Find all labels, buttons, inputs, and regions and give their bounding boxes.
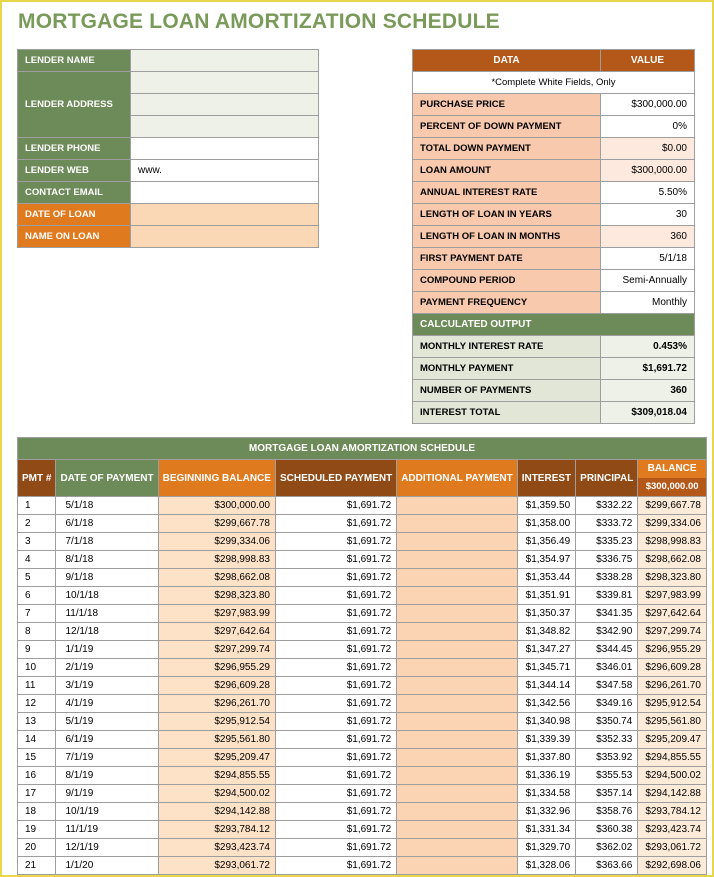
additional-payment-field[interactable] bbox=[397, 767, 518, 785]
interest-amount: $1,351.91 bbox=[517, 587, 575, 605]
data-column-header: DATA bbox=[413, 50, 601, 72]
additional-payment-field[interactable] bbox=[397, 533, 518, 551]
additional-payment-field[interactable] bbox=[397, 587, 518, 605]
pmt-number: 13 bbox=[18, 713, 56, 731]
pmt-number: 11 bbox=[18, 677, 56, 695]
output-row bbox=[413, 380, 695, 402]
data-value[interactable]: Monthly bbox=[601, 292, 695, 314]
lender-address-label: LENDER ADDRESS bbox=[18, 72, 131, 138]
table-row bbox=[18, 641, 707, 659]
lender-info-table bbox=[17, 49, 319, 248]
ending-balance: $294,855.55 bbox=[638, 749, 707, 767]
ending-balance: $298,323.80 bbox=[638, 569, 707, 587]
beginning-balance: $297,642.64 bbox=[158, 623, 275, 641]
data-label: TOTAL DOWN PAYMENT bbox=[413, 138, 601, 160]
table-row bbox=[18, 623, 707, 641]
interest-amount: $1,328.06 bbox=[517, 857, 575, 875]
payment-date: 6/1/18 bbox=[56, 515, 158, 533]
table-row bbox=[18, 785, 707, 803]
ending-balance: $296,261.70 bbox=[638, 677, 707, 695]
pmt-number: 12 bbox=[18, 695, 56, 713]
additional-payment-field[interactable] bbox=[397, 749, 518, 767]
name-on-loan-label: NAME ON LOAN bbox=[18, 226, 131, 248]
data-value[interactable]: 0% bbox=[601, 116, 695, 138]
scheduled-payment: $1,691.72 bbox=[275, 569, 396, 587]
ending-balance: $294,142.88 bbox=[638, 785, 707, 803]
table-row bbox=[18, 515, 707, 533]
table-row bbox=[18, 857, 707, 875]
interest-amount: $1,347.27 bbox=[517, 641, 575, 659]
data-row bbox=[413, 226, 695, 248]
beginning-balance: $300,000.00 bbox=[158, 497, 275, 515]
principal-amount: $357.14 bbox=[576, 785, 638, 803]
interest-amount: $1,331.34 bbox=[517, 821, 575, 839]
interest-amount: $1,336.19 bbox=[517, 767, 575, 785]
interest-amount: $1,344.14 bbox=[517, 677, 575, 695]
principal-amount: $342.90 bbox=[576, 623, 638, 641]
output-label: MONTHLY INTEREST RATE bbox=[413, 336, 601, 358]
lender-phone-label: LENDER PHONE bbox=[18, 138, 131, 160]
lender-address-field-2[interactable] bbox=[131, 94, 319, 116]
scheduled-payment: $1,691.72 bbox=[275, 821, 396, 839]
output-value: 0.453% bbox=[601, 336, 695, 358]
ending-balance: $299,667.78 bbox=[638, 497, 707, 515]
data-row bbox=[413, 248, 695, 270]
additional-payment-field[interactable] bbox=[397, 731, 518, 749]
ending-balance: $298,662.08 bbox=[638, 551, 707, 569]
table-row bbox=[18, 767, 707, 785]
payment-date: 5/1/18 bbox=[56, 497, 158, 515]
interest-amount: $1,354.97 bbox=[517, 551, 575, 569]
principal-amount: $350.74 bbox=[576, 713, 638, 731]
principal-amount: $333.72 bbox=[576, 515, 638, 533]
pmt-number: 14 bbox=[18, 731, 56, 749]
additional-payment-field[interactable] bbox=[397, 821, 518, 839]
data-label: LOAN AMOUNT bbox=[413, 160, 601, 182]
pmt-number: 3 bbox=[18, 533, 56, 551]
payment-date: 2/1/19 bbox=[56, 659, 158, 677]
output-row bbox=[413, 402, 695, 424]
principal-amount: $353.92 bbox=[576, 749, 638, 767]
interest-amount: $1,353.44 bbox=[517, 569, 575, 587]
additional-payment-field[interactable] bbox=[397, 623, 518, 641]
pmt-number: 7 bbox=[18, 605, 56, 623]
beginning-balance: $295,561.80 bbox=[158, 731, 275, 749]
scheduled-payment: $1,691.72 bbox=[275, 515, 396, 533]
ending-balance: $296,609.28 bbox=[638, 659, 707, 677]
schedule-caption: MORTGAGE LOAN AMORTIZATION SCHEDULE bbox=[18, 438, 707, 460]
payment-date: 12/1/18 bbox=[56, 623, 158, 641]
beginning-balance: $297,299.74 bbox=[158, 641, 275, 659]
beginning-balance: $297,983.99 bbox=[158, 605, 275, 623]
pmt-number: 9 bbox=[18, 641, 56, 659]
lender-address-field-3[interactable] bbox=[131, 116, 319, 138]
output-label: NUMBER OF PAYMENTS bbox=[413, 380, 601, 402]
beginning-balance: $298,323.80 bbox=[158, 587, 275, 605]
ending-balance: $296,955.29 bbox=[638, 641, 707, 659]
output-row bbox=[413, 336, 695, 358]
principal-amount: $360.38 bbox=[576, 821, 638, 839]
data-value[interactable]: 30 bbox=[601, 204, 695, 226]
output-label: MONTHLY PAYMENT bbox=[413, 358, 601, 380]
payment-date: 4/1/19 bbox=[56, 695, 158, 713]
data-row bbox=[413, 292, 695, 314]
data-value[interactable]: 5/1/18 bbox=[601, 248, 695, 270]
data-value: $0.00 bbox=[601, 138, 695, 160]
ending-balance: $297,642.64 bbox=[638, 605, 707, 623]
data-label: PAYMENT FREQUENCY bbox=[413, 292, 601, 314]
beginning-balance: $294,855.55 bbox=[158, 767, 275, 785]
additional-payment-field[interactable] bbox=[397, 857, 518, 875]
lender-name-field[interactable] bbox=[131, 50, 319, 72]
scheduled-payment: $1,691.72 bbox=[275, 785, 396, 803]
lender-web-label: LENDER WEB bbox=[18, 160, 131, 182]
scheduled-payment: $1,691.72 bbox=[275, 623, 396, 641]
additional-payment-field[interactable] bbox=[397, 803, 518, 821]
beginning-balance: $298,998.83 bbox=[158, 551, 275, 569]
additional-payment-field[interactable] bbox=[397, 641, 518, 659]
pmt-number: 2 bbox=[18, 515, 56, 533]
balance-header bbox=[638, 460, 707, 497]
page-title: MORTGAGE LOAN AMORTIZATION SCHEDULE bbox=[18, 10, 500, 33]
pmt-number: 10 bbox=[18, 659, 56, 677]
table-row bbox=[18, 695, 707, 713]
data-row bbox=[413, 182, 695, 204]
additional-payment-field[interactable] bbox=[397, 605, 518, 623]
scheduled-payment: $1,691.72 bbox=[275, 857, 396, 875]
payment-date: 12/1/19 bbox=[56, 839, 158, 857]
additional-payment-field[interactable] bbox=[397, 695, 518, 713]
principal-amount: $335.23 bbox=[576, 533, 638, 551]
beginning-balance: $294,142.88 bbox=[158, 803, 275, 821]
payment-date: 5/1/19 bbox=[56, 713, 158, 731]
beginning-balance: $295,912.54 bbox=[158, 713, 275, 731]
payment-date: 1/1/20 bbox=[56, 857, 158, 875]
payment-date: 1/1/19 bbox=[56, 641, 158, 659]
contact-email-field[interactable] bbox=[131, 182, 319, 204]
principal-amount: $339.81 bbox=[576, 587, 638, 605]
principal-amount: $363.66 bbox=[576, 857, 638, 875]
lender-web-field[interactable]: www. bbox=[131, 160, 319, 182]
principal-amount: $358.76 bbox=[576, 803, 638, 821]
data-value: 360 bbox=[601, 226, 695, 248]
pmt-number: 20 bbox=[18, 839, 56, 857]
principal-amount: $336.75 bbox=[576, 551, 638, 569]
data-value[interactable]: 5.50% bbox=[601, 182, 695, 204]
beginning-balance: $296,609.28 bbox=[158, 677, 275, 695]
beginning-balance: $298,662.08 bbox=[158, 569, 275, 587]
payment-date: 8/1/19 bbox=[56, 767, 158, 785]
scheduled-payment: $1,691.72 bbox=[275, 533, 396, 551]
output-value: $1,691.72 bbox=[601, 358, 695, 380]
scheduled-payment: $1,691.72 bbox=[275, 839, 396, 857]
scheduled-payment: $1,691.72 bbox=[275, 695, 396, 713]
interest-amount: $1,329.70 bbox=[517, 839, 575, 857]
data-row bbox=[413, 138, 695, 160]
data-label: FIRST PAYMENT DATE bbox=[413, 248, 601, 270]
balance-header-label: BALANCE bbox=[647, 463, 697, 474]
output-label: INTEREST TOTAL bbox=[413, 402, 601, 424]
data-label: LENGTH OF LOAN IN YEARS bbox=[413, 204, 601, 226]
principal-amount: $341.35 bbox=[576, 605, 638, 623]
pmt-number: 21 bbox=[18, 857, 56, 875]
payment-date: 8/1/18 bbox=[56, 551, 158, 569]
payment-date: 11/1/18 bbox=[56, 605, 158, 623]
interest-amount: $1,339.39 bbox=[517, 731, 575, 749]
beginning-balance: $296,955.29 bbox=[158, 659, 275, 677]
data-row bbox=[413, 116, 695, 138]
principal-amount: $355.53 bbox=[576, 767, 638, 785]
interest-amount: $1,332.96 bbox=[517, 803, 575, 821]
calculated-output-header: CALCULATED OUTPUT bbox=[413, 314, 695, 336]
principal-amount: $347.58 bbox=[576, 677, 638, 695]
pmt-number: 1 bbox=[18, 497, 56, 515]
payment-date: 6/1/19 bbox=[56, 731, 158, 749]
table-row bbox=[18, 533, 707, 551]
table-row bbox=[18, 713, 707, 731]
additional-payment-field[interactable] bbox=[397, 677, 518, 695]
table-row bbox=[18, 497, 707, 515]
data-label: PERCENT OF DOWN PAYMENT bbox=[413, 116, 601, 138]
beginning-balance-header: BEGINNING BALANCE bbox=[158, 460, 275, 497]
table-row bbox=[18, 569, 707, 587]
interest-amount: $1,340.98 bbox=[517, 713, 575, 731]
additional-payment-field[interactable] bbox=[397, 551, 518, 569]
payment-date: 9/1/19 bbox=[56, 785, 158, 803]
beginning-balance: $299,667.78 bbox=[158, 515, 275, 533]
loan-data-table bbox=[412, 49, 695, 424]
date-of-payment-header: DATE OF PAYMENT bbox=[56, 460, 158, 497]
pmt-number: 4 bbox=[18, 551, 56, 569]
balance-start-value: $300,000.00 bbox=[638, 478, 706, 496]
data-label: COMPOUND PERIOD bbox=[413, 270, 601, 292]
ending-balance: $293,784.12 bbox=[638, 803, 707, 821]
additional-payment-header: ADDITIONAL PAYMENT bbox=[397, 460, 518, 497]
additional-payment-field[interactable] bbox=[397, 785, 518, 803]
interest-amount: $1,342.56 bbox=[517, 695, 575, 713]
pmt-number: 18 bbox=[18, 803, 56, 821]
data-value: $300,000.00 bbox=[601, 160, 695, 182]
table-row bbox=[18, 551, 707, 569]
ending-balance: $294,500.02 bbox=[638, 767, 707, 785]
pmt-number: 8 bbox=[18, 623, 56, 641]
date-of-loan-label: DATE OF LOAN bbox=[18, 204, 131, 226]
beginning-balance: $295,209.47 bbox=[158, 749, 275, 767]
table-row bbox=[18, 677, 707, 695]
pmt-number: 17 bbox=[18, 785, 56, 803]
amortization-schedule-table bbox=[17, 437, 707, 875]
additional-payment-field[interactable] bbox=[397, 839, 518, 857]
ending-balance: $292,698.06 bbox=[638, 857, 707, 875]
principal-amount: $338.28 bbox=[576, 569, 638, 587]
data-label: PURCHASE PRICE bbox=[413, 94, 601, 116]
principal-amount: $349.16 bbox=[576, 695, 638, 713]
table-row bbox=[18, 659, 707, 677]
beginning-balance: $299,334.06 bbox=[158, 533, 275, 551]
scheduled-payment: $1,691.72 bbox=[275, 731, 396, 749]
interest-amount: $1,348.82 bbox=[517, 623, 575, 641]
payment-date: 7/1/18 bbox=[56, 533, 158, 551]
value-column-header: VALUE bbox=[601, 50, 695, 72]
scheduled-payment: $1,691.72 bbox=[275, 713, 396, 731]
instruction-note: *Complete White Fields, Only bbox=[413, 72, 695, 94]
beginning-balance: $296,261.70 bbox=[158, 695, 275, 713]
additional-payment-field[interactable] bbox=[397, 659, 518, 677]
data-row bbox=[413, 160, 695, 182]
principal-amount: $346.01 bbox=[576, 659, 638, 677]
ending-balance: $298,998.83 bbox=[638, 533, 707, 551]
additional-payment-field[interactable] bbox=[397, 497, 518, 515]
interest-amount: $1,334.58 bbox=[517, 785, 575, 803]
scheduled-payment: $1,691.72 bbox=[275, 497, 396, 515]
beginning-balance: $294,500.02 bbox=[158, 785, 275, 803]
payment-date: 3/1/19 bbox=[56, 677, 158, 695]
data-label: ANNUAL INTEREST RATE bbox=[413, 182, 601, 204]
additional-payment-field[interactable] bbox=[397, 569, 518, 587]
ending-balance: $295,912.54 bbox=[638, 695, 707, 713]
scheduled-payment: $1,691.72 bbox=[275, 641, 396, 659]
interest-amount: $1,337.80 bbox=[517, 749, 575, 767]
table-row bbox=[18, 839, 707, 857]
data-label: LENGTH OF LOAN IN MONTHS bbox=[413, 226, 601, 248]
payment-date: 7/1/19 bbox=[56, 749, 158, 767]
lender-address-field-1[interactable] bbox=[131, 72, 319, 94]
data-value[interactable]: $300,000.00 bbox=[601, 94, 695, 116]
ending-balance: $297,983.99 bbox=[638, 587, 707, 605]
output-row bbox=[413, 358, 695, 380]
beginning-balance: $293,423.74 bbox=[158, 839, 275, 857]
interest-amount: $1,358.00 bbox=[517, 515, 575, 533]
scheduled-payment: $1,691.72 bbox=[275, 587, 396, 605]
data-row bbox=[413, 204, 695, 226]
scheduled-payment-header: SCHEDULED PAYMENT bbox=[275, 460, 396, 497]
scheduled-payment: $1,691.72 bbox=[275, 551, 396, 569]
beginning-balance: $293,784.12 bbox=[158, 821, 275, 839]
name-on-loan-field[interactable] bbox=[131, 226, 319, 248]
scheduled-payment: $1,691.72 bbox=[275, 803, 396, 821]
data-row bbox=[413, 94, 695, 116]
scheduled-payment: $1,691.72 bbox=[275, 677, 396, 695]
principal-amount: $362.02 bbox=[576, 839, 638, 857]
beginning-balance: $293,061.72 bbox=[158, 857, 275, 875]
lender-name-label: LENDER NAME bbox=[18, 50, 131, 72]
payment-date: 9/1/18 bbox=[56, 569, 158, 587]
interest-amount: $1,350.37 bbox=[517, 605, 575, 623]
pmt-number: 16 bbox=[18, 767, 56, 785]
pmt-number: 6 bbox=[18, 587, 56, 605]
payment-date: 10/1/18 bbox=[56, 587, 158, 605]
additional-payment-field[interactable] bbox=[397, 713, 518, 731]
interest-amount: $1,345.71 bbox=[517, 659, 575, 677]
principal-amount: $344.45 bbox=[576, 641, 638, 659]
table-row bbox=[18, 731, 707, 749]
ending-balance: $295,561.80 bbox=[638, 713, 707, 731]
ending-balance: $297,299.74 bbox=[638, 623, 707, 641]
ending-balance: $293,061.72 bbox=[638, 839, 707, 857]
table-row bbox=[18, 587, 707, 605]
pmt-number: 15 bbox=[18, 749, 56, 767]
payment-date: 11/1/19 bbox=[56, 821, 158, 839]
data-value[interactable]: Semi-Annually bbox=[601, 270, 695, 292]
principal-amount: $352.33 bbox=[576, 731, 638, 749]
lender-phone-field[interactable] bbox=[131, 138, 319, 160]
table-row bbox=[18, 821, 707, 839]
pmt-number: 19 bbox=[18, 821, 56, 839]
contact-email-label: CONTACT EMAIL bbox=[18, 182, 131, 204]
output-value: $309,018.04 bbox=[601, 402, 695, 424]
ending-balance: $295,209.47 bbox=[638, 731, 707, 749]
payment-date: 10/1/19 bbox=[56, 803, 158, 821]
additional-payment-field[interactable] bbox=[397, 515, 518, 533]
ending-balance: $293,423.74 bbox=[638, 821, 707, 839]
table-row bbox=[18, 749, 707, 767]
output-value: 360 bbox=[601, 380, 695, 402]
interest-amount: $1,359.50 bbox=[517, 497, 575, 515]
date-of-loan-field[interactable] bbox=[131, 204, 319, 226]
pmt-number-header: PMT # bbox=[18, 460, 56, 497]
pmt-number: 5 bbox=[18, 569, 56, 587]
interest-header: INTEREST bbox=[517, 460, 575, 497]
scheduled-payment: $1,691.72 bbox=[275, 767, 396, 785]
ending-balance: $299,334.06 bbox=[638, 515, 707, 533]
table-row bbox=[18, 803, 707, 821]
data-row bbox=[413, 270, 695, 292]
principal-amount: $332.22 bbox=[576, 497, 638, 515]
table-row bbox=[18, 605, 707, 623]
interest-amount: $1,356.49 bbox=[517, 533, 575, 551]
scheduled-payment: $1,691.72 bbox=[275, 749, 396, 767]
scheduled-payment: $1,691.72 bbox=[275, 659, 396, 677]
principal-header: PRINCIPAL bbox=[576, 460, 638, 497]
scheduled-payment: $1,691.72 bbox=[275, 605, 396, 623]
